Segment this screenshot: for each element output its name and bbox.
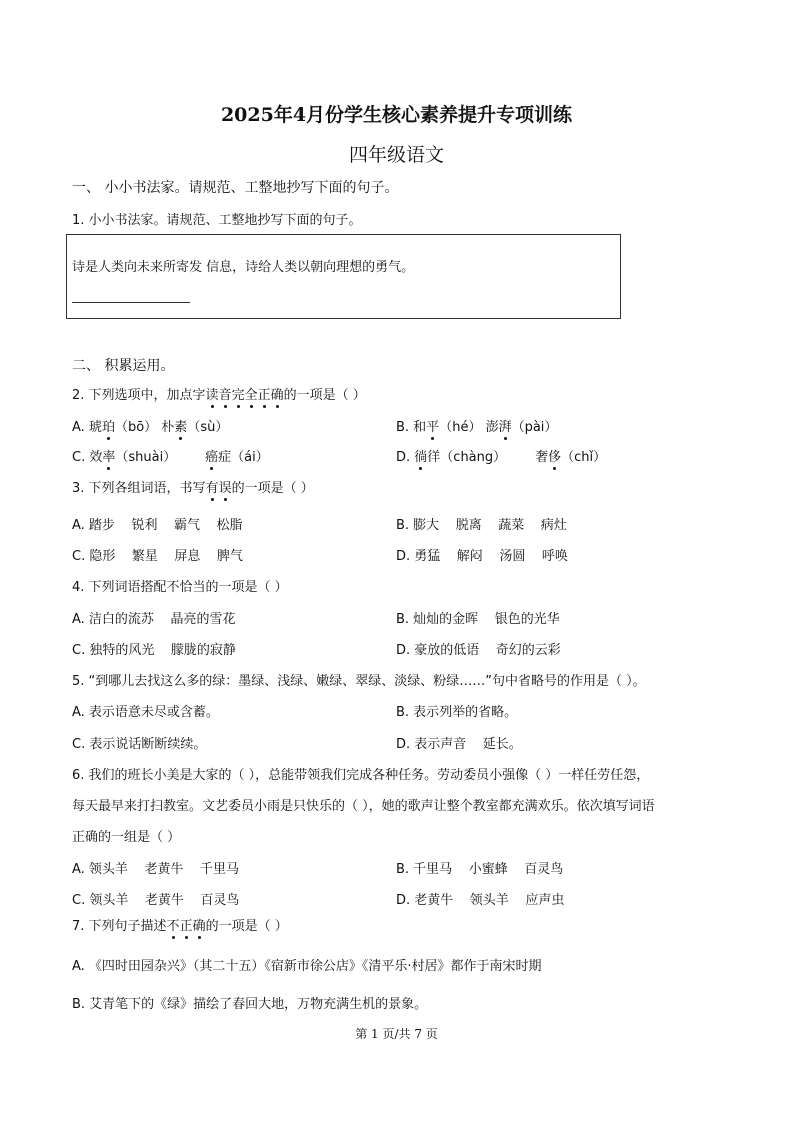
question-6-line-1: 6. 我们的班长小美是大家的（ ），总能带领我们完成各种任务。劳动委员小强像（ ）一样任劳任怨，: [72, 768, 650, 783]
page-footer: 第 1 页/共 7 页: [355, 1027, 438, 1041]
q5-option-c[interactable]: C. 表示说话断断续续。: [72, 737, 207, 752]
q2-option-b[interactable]: B. 和平（hé） 澎湃（pài）: [396, 416, 557, 435]
writing-line[interactable]: [72, 302, 190, 303]
q2-option-c[interactable]: C. 效率（shuài） 癌症（ái）: [72, 446, 269, 465]
question-6-line-2: 每天最早来打扫教室。文艺委员小雨是只快乐的（ ），她的歌声让整个教室都充满欢乐。依次填写词语: [72, 799, 655, 814]
q4-option-a[interactable]: A. 洁白的流苏 晶亮的雪花: [72, 612, 236, 627]
q5-option-a[interactable]: A. 表示语意未尽或含蓄。: [72, 705, 219, 720]
q4-option-b[interactable]: B. 灿灿的金晖 银色的光华: [396, 612, 560, 627]
question-2: 2. 下列选项中，加点字读音完全正确的一项是（ ）: [72, 384, 366, 403]
q5-option-d[interactable]: D. 表示声音 延长。: [396, 737, 522, 752]
q4-option-d[interactable]: D. 豪放的低语 奇幻的云彩: [396, 643, 561, 658]
question-5: 5. “到哪儿去找这么多的绿：墨绿、浅绿、嫩绿、翠绿、淡绿、粉绿……”句中省略号的作用是（ ）。: [72, 674, 646, 689]
question-3: 3. 下列各组词语，书写有误的一项是（ ）: [72, 477, 314, 496]
q6-option-b[interactable]: B. 千里马 小蜜蜂 百灵鸟: [396, 862, 564, 877]
question-6-line-3: 正确的一组是（ ）: [72, 830, 181, 845]
q6-option-c[interactable]: C. 领头羊 老黄牛 百灵鸟: [72, 893, 240, 908]
q4-option-c[interactable]: C. 独特的风光 朦胧的寂静: [72, 643, 236, 658]
page-subtitle: 四年级语文: [348, 144, 444, 166]
q3-option-b[interactable]: B. 膨大 脱离 蔬菜 病灶: [396, 518, 567, 533]
section-heading-1: 一、 小小书法家。请规范、工整地抄写下面的句子。: [72, 180, 399, 196]
q7-option-b[interactable]: B. 艾青笔下的《绿》描绘了春回大地，万物充满生机的景象。: [72, 997, 428, 1012]
q3-option-a[interactable]: A. 踏步 锐利 霸气 松脂: [72, 518, 243, 533]
q5-option-b[interactable]: B. 表示列举的省略。: [396, 705, 518, 720]
q2-option-a[interactable]: A. 琥珀（bō） 朴素（sù）: [72, 416, 228, 435]
section-heading-2: 二、 积累运用。: [72, 358, 175, 374]
copy-text: 诗是人类向未来所寄发 信息，诗给人类以朝向理想的勇气。: [72, 260, 415, 275]
q6-option-d[interactable]: D. 老黄牛 领头羊 应声虫: [396, 893, 565, 908]
q7-option-a[interactable]: A. 《四时田园杂兴》（其二十五）《宿新市徐公店》《清平乐·村居》都作于南宋时期: [72, 959, 542, 974]
q3-option-d[interactable]: D. 勇猛 解闷 汤圆 呼唤: [396, 549, 568, 564]
question-1: 1. 小小书法家。请规范、工整地抄写下面的句子。: [72, 213, 362, 228]
question-7: 7. 下列句子描述不正确的一项是（ ）: [72, 915, 288, 934]
q2-option-d[interactable]: D. 徜徉（chàng） 奢侈（chǐ）: [396, 446, 606, 465]
q3-option-c[interactable]: C. 隐形 繁星 屏息 脾气: [72, 549, 243, 564]
copy-box: [66, 234, 621, 319]
q6-option-a[interactable]: A. 领头羊 老黄牛 千里马: [72, 862, 239, 877]
question-4: 4. 下列词语搭配不恰当的一项是（ ）: [72, 580, 288, 595]
page-title: 2025年4月份学生核心素养提升专项训练: [220, 104, 573, 126]
